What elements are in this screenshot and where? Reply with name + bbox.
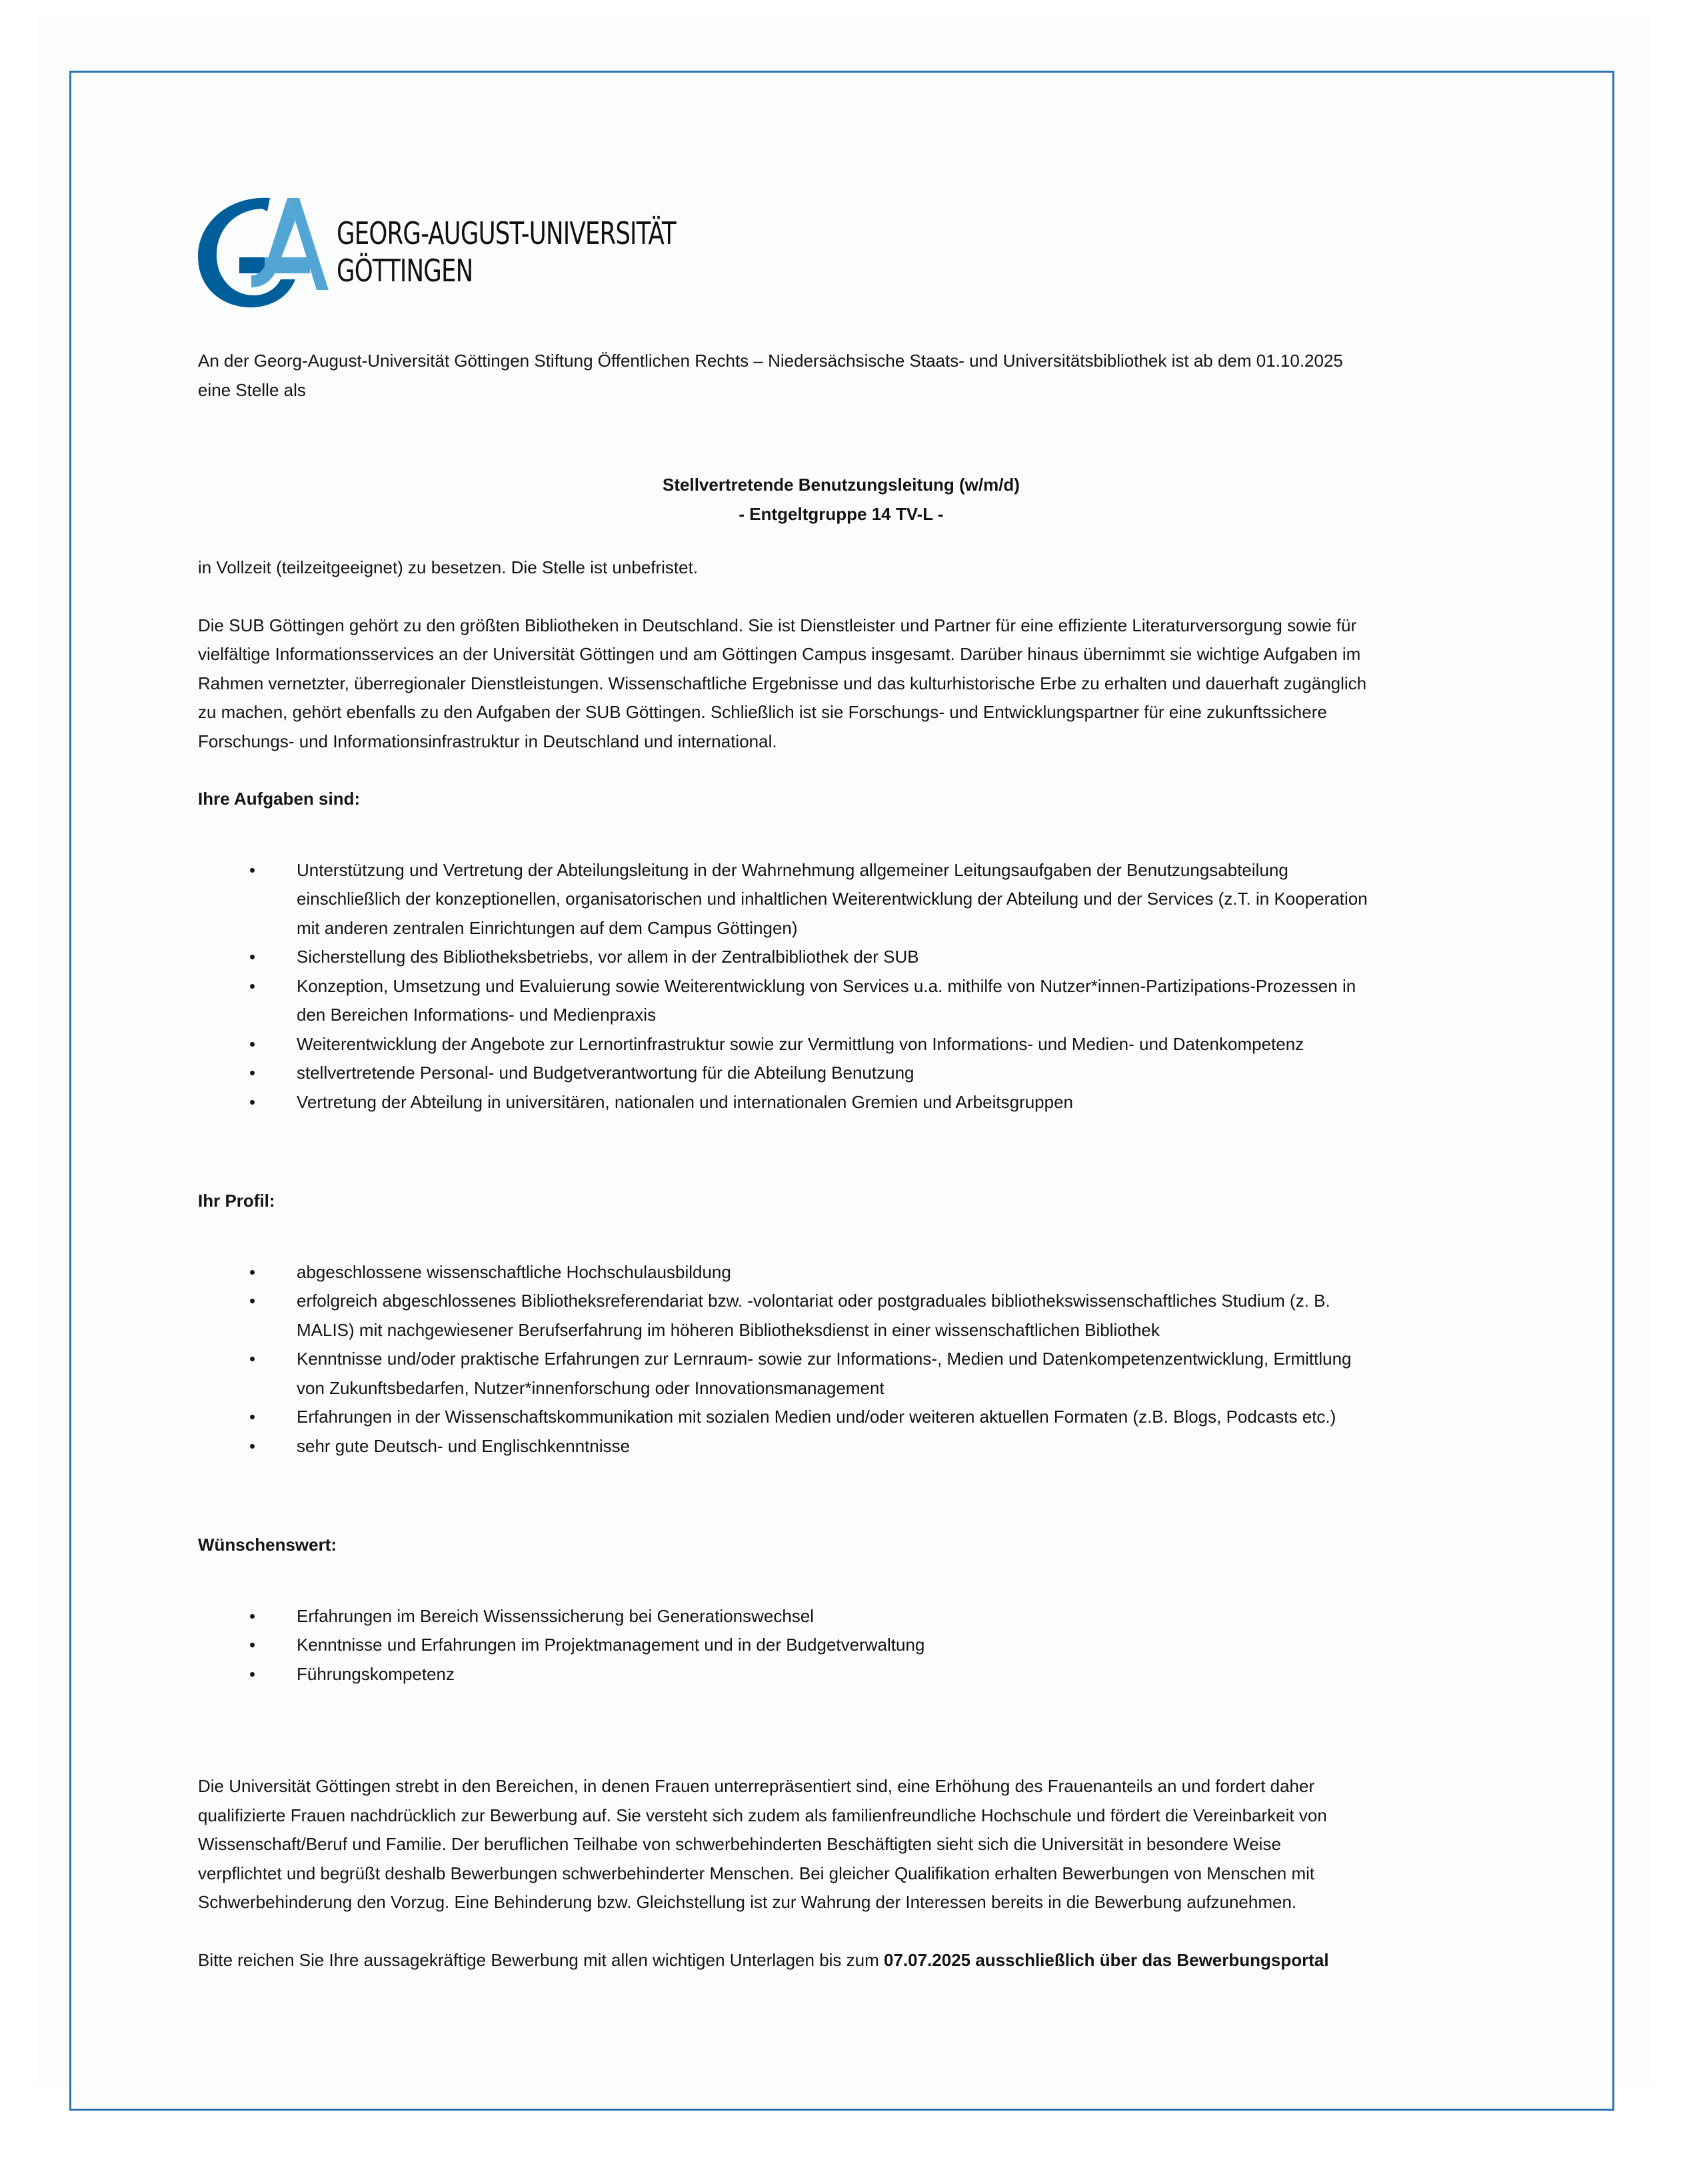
- desirable-item: [198, 1602, 1498, 1631]
- profile-line: Erfahrungen in der Wissenschaftskommunikation mit sozialen Medien und/oder weiteren aktuellen Formaten (z.B. Blogs, Podcasts etc.): [297, 1407, 1336, 1427]
- university-name-line1: GEORG-AUGUST-UNIVERSITÄT: [337, 215, 676, 251]
- task-line: einschließlich der konzeptionellen, organisatorischen und inhaltlichen Weiterentwicklung der Abteilung und der Services (z.T. in Kooperation: [297, 889, 1368, 909]
- application-instructions: [198, 1946, 1498, 1975]
- task-line: mit anderen zentralen Einrichtungen auf dem Campus Göttingen): [297, 917, 798, 938]
- bullet-icon: •: [249, 1349, 256, 1369]
- profile-heading: Ihr Profil:: [198, 1191, 275, 1211]
- profile-list: [198, 1258, 1498, 1461]
- task-item: [198, 856, 1498, 943]
- task-item: [198, 1088, 1498, 1117]
- tasks-list: [198, 856, 1498, 1117]
- bullet-icon: •: [249, 947, 256, 967]
- profile-item: [198, 1432, 1498, 1461]
- equality-line: Die Universität Göttingen strebt in den Bereichen, in denen Frauen unterrepräsentiert sind, eine Erhöhung des Frauenanteils an und fordert daher: [198, 1776, 1315, 1796]
- job-posting-body: [198, 347, 1498, 1975]
- task-line: Vertretung der Abteilung in universitären, nationalen und internationalen Gremien und Arbeitsgruppen: [297, 1091, 1074, 1112]
- intro-line: eine Stelle als: [198, 379, 306, 400]
- profile-item: [198, 1403, 1498, 1432]
- georg-august-emblem-icon: [195, 195, 329, 309]
- application-text: Bitte reichen Sie Ihre aussagekräftige Bewerbung mit allen wichtigen Unterlagen bis zum: [198, 1949, 884, 1970]
- desirable-item: [198, 1660, 1498, 1689]
- profile-item: [198, 1258, 1498, 1287]
- about-line: Die SUB Göttingen gehört zu den größten Bibliotheken in Deutschland. Sie ist Dienstleister und Partner für eine effiziente Literaturversorgung sowie für: [198, 615, 1357, 635]
- intro-line: An der Georg-August-Universität Göttingen Stiftung Öffentlichen Rechts – Niedersächsische Staats- und Universitätsbibliothek ist ab dem 01.10.2025: [198, 351, 1343, 371]
- bullet-icon: •: [249, 1663, 256, 1684]
- about-line: Forschungs- und Informationsinfrastruktur in Deutschland und international.: [198, 731, 777, 751]
- task-line: Unterstützung und Vertretung der Abteilungsleitung in der Wahrnehmung allgemeiner Leitungsaufgaben der Benutzungsabteilung: [297, 859, 1288, 880]
- desirable-line: Kenntnisse und Erfahrungen im Projektmanagement und in der Budgetverwaltung: [297, 1635, 925, 1655]
- profile-line: MALIS) mit nachgewiesener Berufserfahrung im höheren Bibliotheksdienst in einer wissenschaftlichen Bibliothek: [297, 1319, 1160, 1340]
- position-title: Stellvertretende Benutzungsleitung (w/m/d): [663, 475, 1020, 495]
- bullet-icon: •: [249, 1605, 256, 1626]
- desirable-line: Erfahrungen im Bereich Wissenssicherung bei Generationswechsel: [297, 1605, 815, 1626]
- university-logo: [195, 193, 782, 310]
- desirable-line: Führungskompetenz: [297, 1663, 455, 1684]
- bullet-icon: •: [249, 1033, 256, 1054]
- application-deadline: 07.07.2025 ausschließlich über das Bewerbungsportal: [884, 1949, 1329, 1970]
- task-line: Sicherstellung des Bibliotheksbetriebs, vor allem in der Zentralbibliothek der SUB: [297, 947, 919, 967]
- desirable-item: [198, 1631, 1498, 1660]
- university-name: [337, 215, 676, 289]
- task-item: [198, 943, 1498, 972]
- bullet-icon: •: [249, 1435, 256, 1456]
- profile-line: erfolgreich abgeschlossenes Bibliotheksreferendariat bzw. -volontariat oder postgraduales bibliothekswissenschaftliches Studium (z. B.: [297, 1291, 1330, 1311]
- desirable-heading: Wünschenswert:: [198, 1535, 337, 1555]
- bullet-icon: •: [249, 859, 256, 880]
- bullet-icon: •: [249, 975, 256, 996]
- profile-line: Kenntnisse und/oder praktische Erfahrungen zur Lernraum- sowie zur Informations-, Medien und Datenkompetenzentwicklung, Ermittlung: [297, 1349, 1352, 1369]
- bullet-icon: •: [249, 1635, 256, 1655]
- tasks-heading: Ihre Aufgaben sind:: [198, 789, 361, 809]
- task-line: Weiterentwicklung der Angebote zur Lernortinfrastruktur sowie zur Vermittlung von Informations- und Medien- und Datenkompetenz: [297, 1033, 1304, 1054]
- task-line: stellvertretende Personal- und Budgetverantwortung für die Abteilung Benutzung: [297, 1063, 914, 1083]
- task-line: Konzeption, Umsetzung und Evaluierung sowie Weiterentwicklung von Services u.a. mithilfe von Nutzer*innen-Partizipations-Prozessen in: [297, 975, 1356, 996]
- university-name-line2: GÖTTINGEN: [337, 252, 473, 289]
- equality-line: qualifizierte Frauen nachdrücklich zur Bewerbung auf. Sie versteht sich zudem als familienfreundliche Hochschule und fördert die Vereinbarkeit von: [198, 1805, 1327, 1825]
- profile-line: von Zukunftsbedarfen, Nutzer*innenforschung oder Innovationsmanagement: [297, 1377, 884, 1398]
- intro-paragraph: [198, 347, 1498, 405]
- equality-paragraph: [198, 1772, 1498, 1917]
- equality-line: Wissenschaft/Beruf und Familie. Der beruflichen Teilhabe von schwerbehinderten Beschäftigten sieht sich die Universität in besondere Weise: [198, 1834, 1281, 1854]
- profile-line: sehr gute Deutsch- und Englischkenntnisse: [297, 1435, 631, 1456]
- about-line: zu machen, gehört ebenfalls zu den Aufgaben der SUB Göttingen. Schließlich ist sie Forschungs- und Entwicklungspartner für eine zukunftssichere: [198, 702, 1327, 722]
- bullet-icon: •: [249, 1261, 256, 1282]
- bullet-icon: •: [249, 1063, 256, 1083]
- task-line: den Bereichen Informations- und Medienpraxis: [297, 1005, 657, 1025]
- equality-line: verpflichtet und begrüßt deshalb Bewerbungen schwerbehinderter Menschen. Bei gleicher Qualifikation erhalten Bewerbungen von Menschen mit: [198, 1863, 1315, 1883]
- about-sub-paragraph: [198, 611, 1498, 757]
- about-line: Rahmen vernetzter, überregionaler Dienstleistungen. Wissenschaftliche Ergebnisse und das kulturhistorische Erbe zu erhalten und dauerhaft zugänglich: [198, 673, 1367, 693]
- task-item: [198, 972, 1498, 1030]
- task-item: [198, 1059, 1498, 1088]
- bullet-icon: •: [249, 1407, 256, 1427]
- employment-terms: in Vollzeit (teilzeitgeeignet) zu besetzen. Die Stelle ist unbefristet.: [198, 557, 699, 577]
- profile-item: [198, 1345, 1498, 1403]
- profile-line: abgeschlossene wissenschaftliche Hochschulausbildung: [297, 1261, 731, 1282]
- profile-item: [198, 1287, 1498, 1345]
- equality-line: Schwerbehinderung den Vorzug. Eine Behinderung bzw. Gleichstellung ist zur Wahrung der Interessen bereits in die Bewerbung aufzunehmen.: [198, 1892, 1297, 1912]
- task-item: [198, 1030, 1498, 1059]
- bullet-icon: •: [249, 1291, 256, 1311]
- pay-grade: - Entgeltgruppe 14 TV-L -: [739, 503, 944, 524]
- bullet-icon: •: [249, 1091, 256, 1112]
- desirable-list: [198, 1602, 1498, 1689]
- about-line: vielfältige Informationsservices an der Universität Göttingen und am Göttingen Campus insgesamt. Darüber hinaus übernimmt sie wichtige Aufgaben im: [198, 644, 1361, 664]
- position-title-block: [198, 471, 1484, 529]
